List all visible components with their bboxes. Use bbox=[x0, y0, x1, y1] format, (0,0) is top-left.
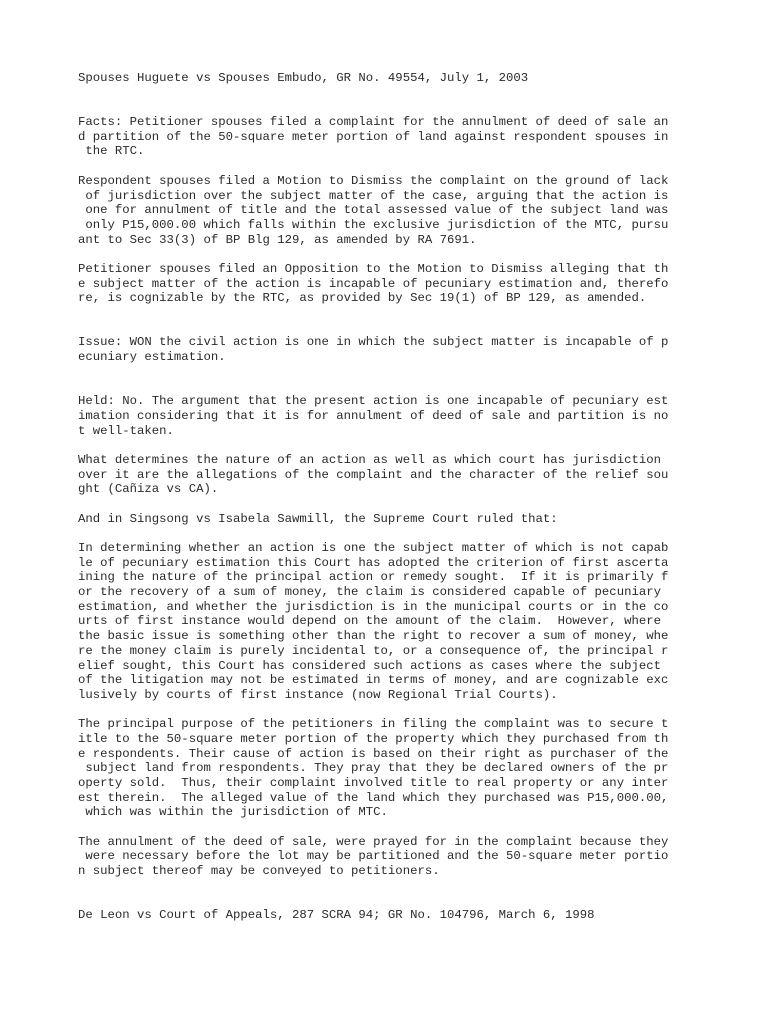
annulment-paragraph: The annulment of the deed of sale, were prayed for in the complaint because they were necessary before the lot may be partitioned and the 50-square meter portio n subject thereof may be conveyed to petitioners. bbox=[78, 834, 669, 879]
motion-to-dismiss-paragraph: Respondent spouses filed a Motion to Dismiss the complaint on the ground of lack of jurisdiction over the subject matter of the case, arguing that the action is one for annulment of title and the total assessed value of the subject land was only P15,000.00 which falls within the exclusive jurisdiction of the MTC, pursu ant to Sec 33(3) of BP Blg 129, as amended by RA 7691. bbox=[78, 173, 669, 247]
case-digest-text bbox=[78, 71, 698, 923]
nature-of-action-paragraph: What determines the nature of an action as well as which court has jurisdiction over it are the allegations of the complaint and the character of the relief sou ght (Cañiza vs CA). bbox=[78, 452, 669, 497]
opposition-paragraph: Petitioner spouses filed an Opposition to the Motion to Dismiss alleging that th e subject matter of the action is incapable of pecuniary estimation and, therefo re, is cognizable by the RTC, as provided by Sec 19(1) of BP 129, as amended. bbox=[78, 261, 669, 306]
facts-paragraph: Facts: Petitioner spouses filed a complaint for the annulment of deed of sale an d partition of the 50-square meter portion of land against respondent spouses in the RTC. bbox=[78, 115, 669, 159]
issue-paragraph: Issue: WON the civil action is one in which the subject matter is incapable of p ecuniary estimation. bbox=[78, 335, 669, 365]
principal-purpose-paragraph: The principal purpose of the petitioners in filing the complaint was to secure t itle to the 50-square meter portion of the property which they purchased from th e respondents. Their cause of action is based on their right as purchaser of the subject land from respondents. They pray that they be declared owners of the pr operty sold. Thus, their complaint involved title to real property or any inter est therein. The alleged value of the land which they purchased was P15,000.00, which was within the jurisdiction of MTC. bbox=[78, 717, 669, 820]
singsong-ruling-paragraph: In determining whether an action is one the subject matter of which is not capab le of pecuniary estimation this Court has adopted the criterion of first ascerta ining the nature of the principal action or remedy sought. If it is primarily f or the recovery of a sum of money, the claim is considered capable of pecuniary estimation, and whether the jurisdiction is in the municipal courts or in the co urts of first instance would depend on the amount of the claim. However, where the basic issue is something other than the right to recover a sum of money, whe re the money claim is purely incidental to, or a consequence of, the principal r elief sought, this Court has considered such actions as cases where the subject of the litigation may not be estimated in terms of money, and are cognizable exc lusively by courts of first instance (now Regional Trial Courts). bbox=[78, 541, 669, 702]
case-title: Spouses Huguete vs Spouses Embudo, GR No. 49554, July 1, 2003 bbox=[78, 71, 529, 85]
next-case-title: De Leon vs Court of Appeals, 287 SCRA 94; GR No. 104796, March 6, 1998 bbox=[78, 908, 595, 923]
singsong-intro-paragraph: And in Singsong vs Isabela Sawmill, the Supreme Court ruled that: bbox=[78, 511, 558, 526]
held-paragraph: Held: No. The argument that the present action is one incapable of pecuniary est imation considering that it is for annulment of deed of sale and partition is no t well-taken. bbox=[78, 394, 669, 438]
